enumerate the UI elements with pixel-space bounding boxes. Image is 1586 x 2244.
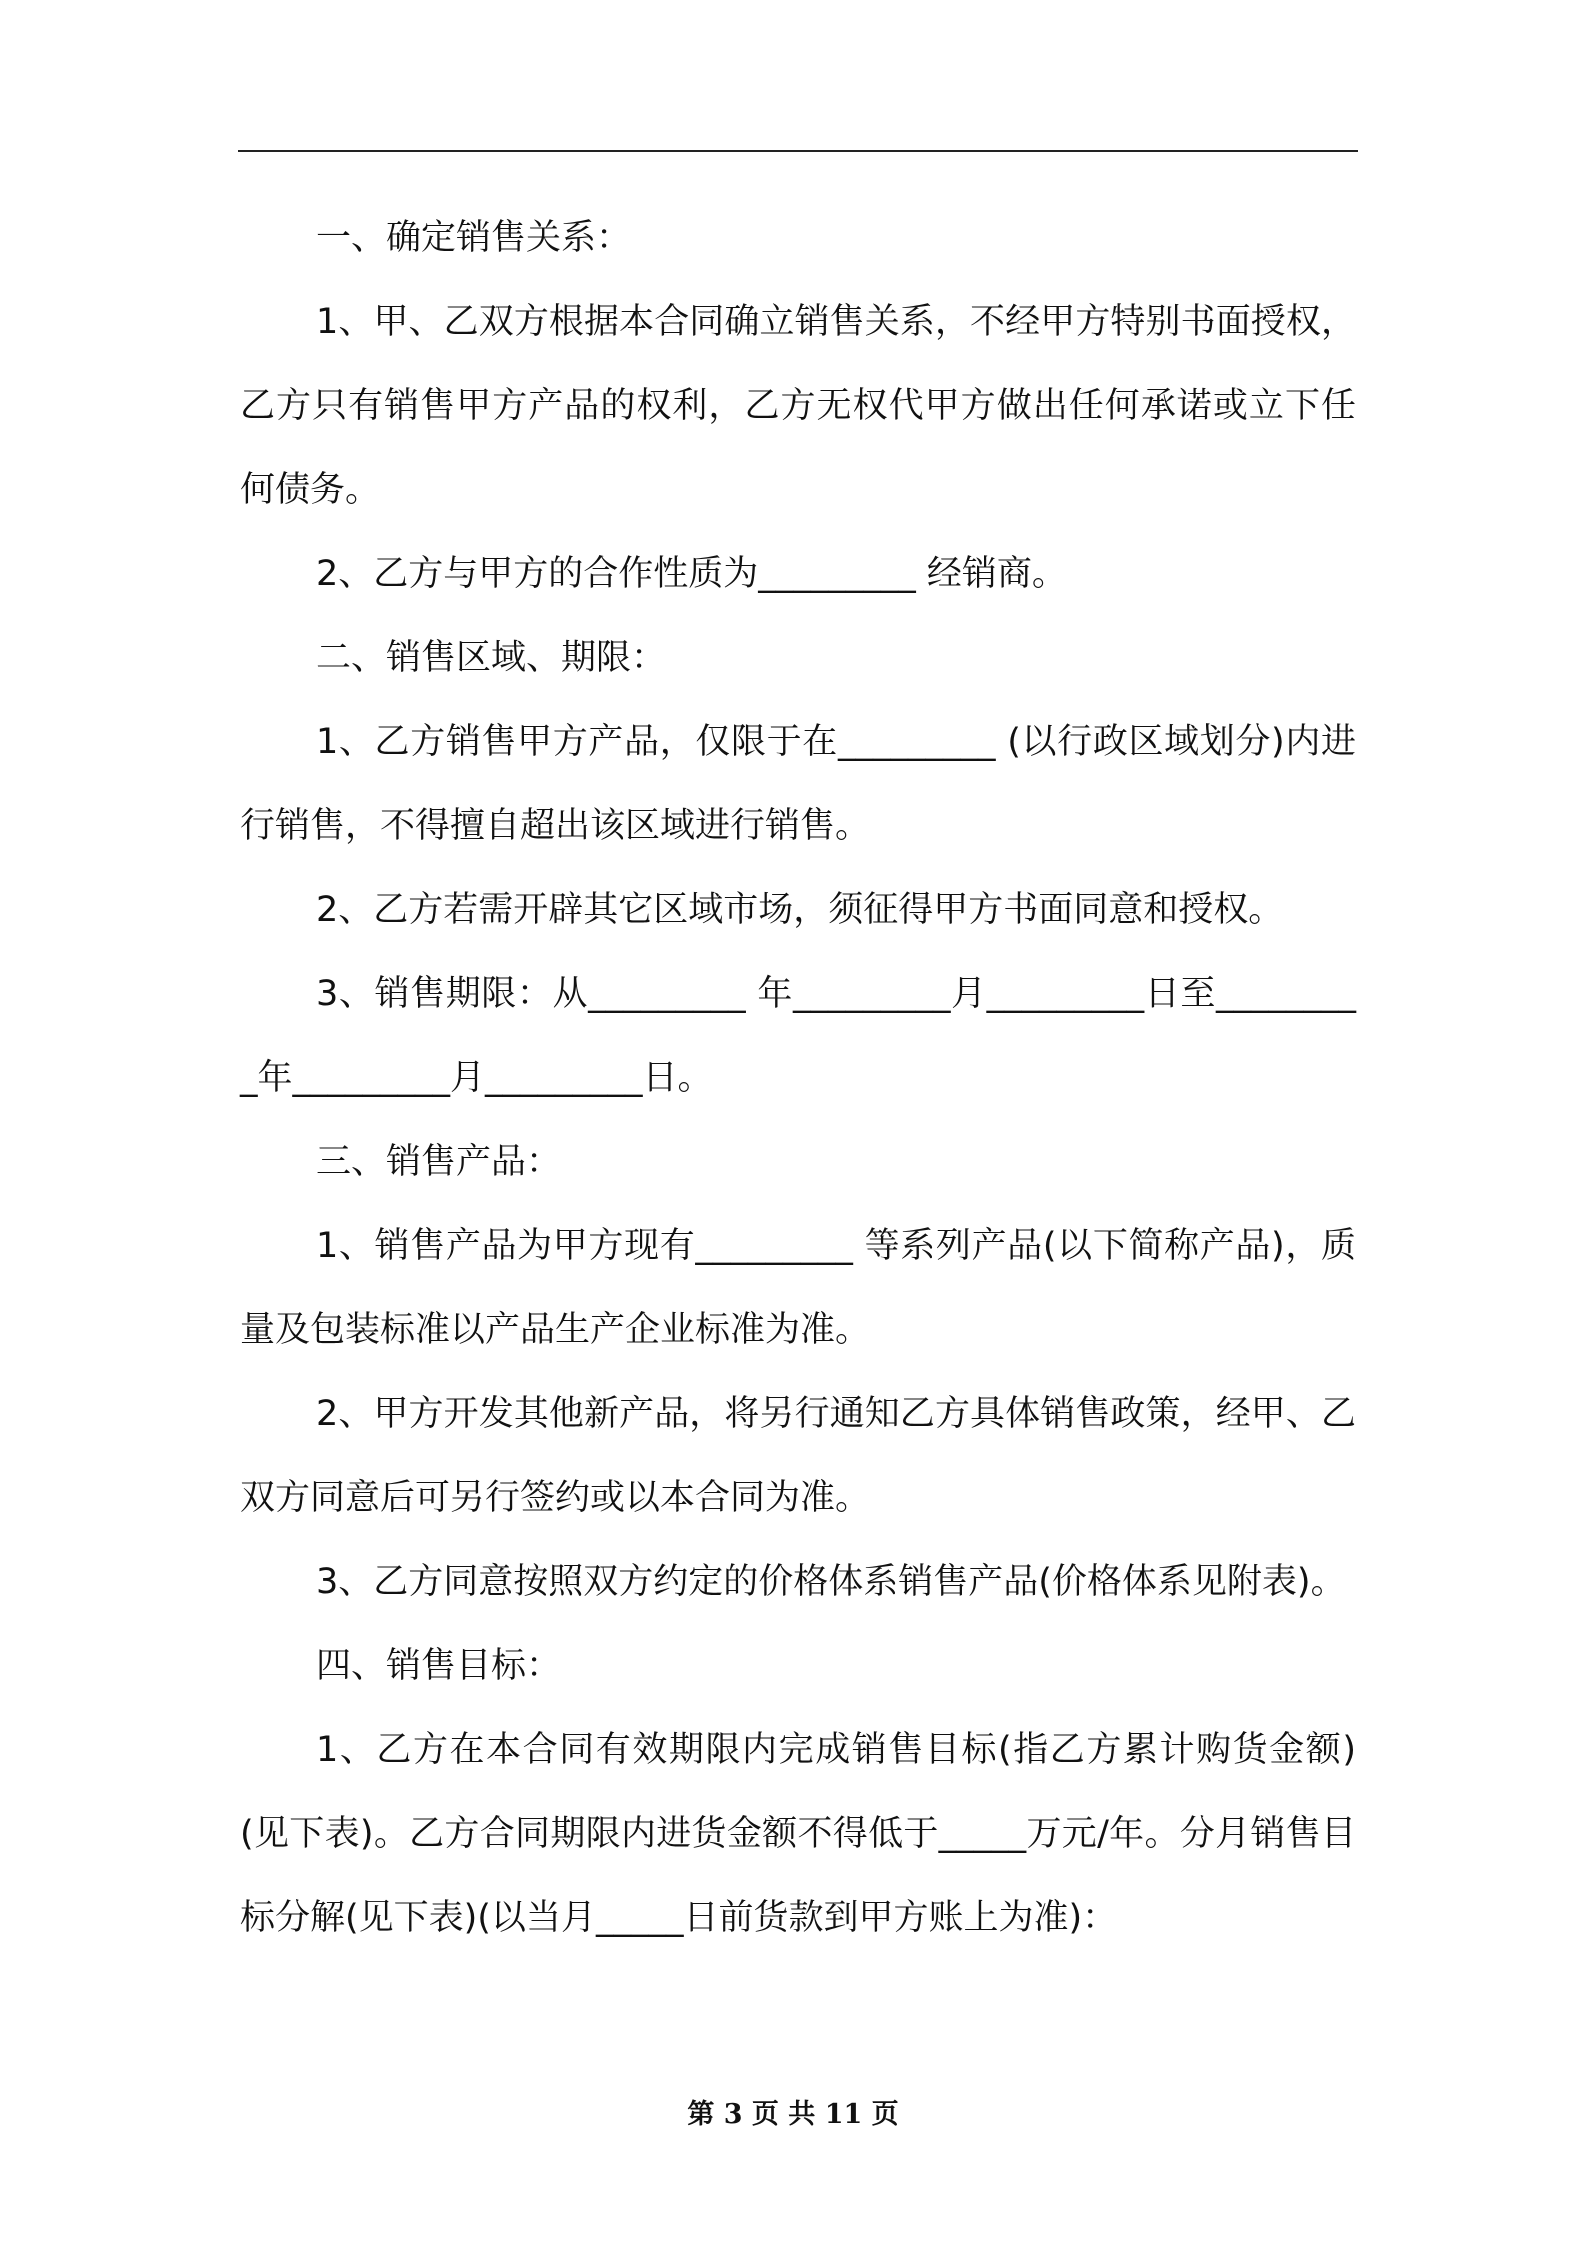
paragraph: 2、甲方开发其他新产品，将另行通知乙方具体销售政策，经甲、乙双方同意后可另行签约或以本合同为准。 [240,1394,1356,1518]
paragraph: 3、销售期限：从_________ 年_________月_________日至_________年_________月_________日。 [240,974,1356,1098]
paragraph: 1、甲、乙双方根据本合同确立销售关系，不经甲方特别书面授权，乙方只有销售甲方产品的权利，乙方无权代甲方做出任何承诺或立下任何债务。 [240,302,1356,510]
section-heading-2: 二、销售区域、期限： [316,638,667,678]
section-heading-3: 三、销售产品： [316,1142,562,1182]
paragraph: 2、乙方与甲方的合作性质为_________ 经销商。 [316,554,1067,594]
section-heading-1: 一、确定销售关系： [316,218,632,258]
paragraph: 1、销售产品为甲方现有_________ 等系列产品(以下简称产品)，质量及包装标准以产品生产企业标准为准。 [240,1226,1356,1350]
paragraph: 2、乙方若需开辟其它区域市场，须征得甲方书面同意和授权。 [316,890,1284,930]
section-heading-4: 四、销售目标： [316,1646,562,1686]
header-rule [238,150,1358,152]
page-number: 第 3 页 共 11 页 [687,2099,899,2130]
paragraph: 1、乙方销售甲方产品，仅限于在_________ (以行政区域划分)内进行销售，不得擅自超出该区域进行销售。 [240,722,1356,846]
paragraph: 3、乙方同意按照双方约定的价格体系销售产品(价格体系见附表)。 [316,1562,1346,1602]
paragraph: 1、乙方在本合同有效期限内完成销售目标(指乙方累计购货金额)(见下表)。乙方合同期限内进货金额不得低于_____万元/年。分月销售目标分解(见下表)(以当月_____日前货款到甲方账上为准)： [240,1730,1356,1938]
document-body [240,196,1356,1960]
